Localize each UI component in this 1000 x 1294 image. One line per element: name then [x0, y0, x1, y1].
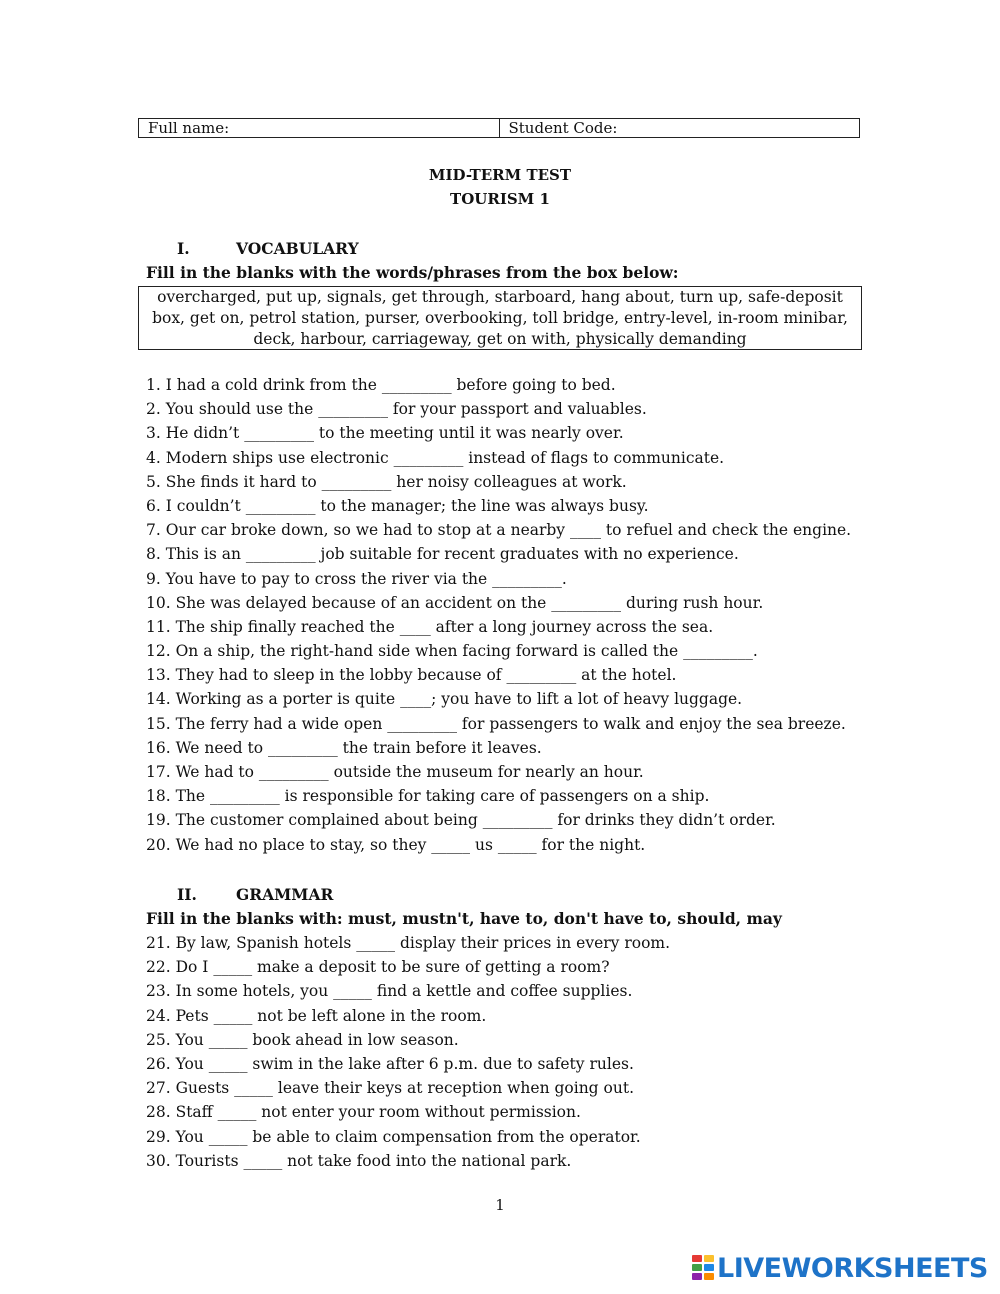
question-item: 15. The ferry had a wide open _________ for passengers to walk and enjoy the sea breeze.	[146, 714, 846, 733]
question-item: 27. Guests _____ leave their keys at reception when going out.	[146, 1079, 634, 1098]
question-item: 22. Do I _____ make a deposit to be sure of getting a room?	[146, 958, 610, 977]
question-item: 29. You _____ be able to claim compensation from the operator.	[146, 1127, 641, 1146]
question-item: 2. You should use the _________ for your passport and valuables.	[146, 400, 647, 419]
question-item: 24. Pets _____ not be left alone in the room.	[146, 1006, 487, 1025]
question-item: 21. By law, Spanish hotels _____ display their prices in every room.	[146, 934, 671, 952]
question-item: 8. This is an _________ job suitable for recent graduates with no experience.	[146, 545, 739, 564]
question-item: 25. You _____ book ahead in low season.	[146, 1030, 459, 1049]
grammar-instruction: Fill in the blanks with: must, mustn't, have to, don't have to, should, may	[146, 909, 782, 928]
logo-tile	[704, 1273, 714, 1280]
question-item: 7. Our car broke down, so we had to stop at a nearby ____ to refuel and check the engine.	[146, 521, 852, 540]
question-item: 1. I had a cold drink from the _________ before going to bed.	[146, 376, 616, 394]
question-item: 30. Tourists _____ not take food into the national park.	[146, 1151, 572, 1170]
question-item: 17. We had to _________ outside the museum for nearly an hour.	[146, 763, 644, 781]
logo-tile	[692, 1273, 702, 1280]
section-number: II.	[177, 885, 197, 904]
word-box: overcharged, put up, signals, get through, starboard, hang about, turn up, safe-deposit box, get on, petrol station, purser, overbooking, toll bridge, entry-level, in-room minibar, deck, harbour, carriageway, get on with, physically demanding	[138, 286, 862, 350]
grammar-question-list	[146, 931, 670, 1173]
question-item: 26. You _____ swim in the lake after 6 p.m. due to safety rules.	[146, 1054, 634, 1073]
question-item: 4. Modern ships use electronic _________ instead of flags to communicate.	[146, 448, 725, 467]
question-item: 18. The _________ is responsible for taking care of passengers on a ship.	[146, 787, 710, 806]
vocabulary-instruction: Fill in the blanks with the words/phrases from the box below:	[146, 263, 679, 282]
logo-tile	[692, 1264, 702, 1271]
question-item: 28. Staff _____ not enter your room without permission.	[146, 1103, 581, 1122]
liveworksheets-brand[interactable]	[692, 1253, 988, 1283]
question-item: 12. On a ship, the right-hand side when facing forward is called the _________.	[146, 642, 758, 661]
test-subtitle: TOURISM 1	[450, 190, 550, 208]
student-info-table	[138, 118, 860, 138]
section-grammar-heading	[177, 885, 333, 904]
section-title: GRAMMAR	[236, 885, 334, 904]
vocabulary-question-list	[146, 373, 851, 857]
question-item: 10. She was delayed because of an accident on the _________ during rush hour.	[146, 593, 764, 612]
brand-name: LIVEWORKSHEETS	[717, 1252, 988, 1284]
section-vocabulary-heading	[177, 239, 359, 258]
page-number: 1	[495, 1196, 505, 1214]
full-name-field[interactable]: Full name:	[148, 119, 230, 137]
question-item: 5. She finds it hard to _________ her noisy colleagues at work.	[146, 472, 627, 491]
question-item: 3. He didn’t _________ to the meeting until it was nearly over.	[146, 424, 624, 443]
logo-tile	[704, 1264, 714, 1271]
test-title: MID-TERM TEST	[428, 166, 572, 184]
student-code-field[interactable]: Student Code:	[499, 119, 860, 137]
question-item: 14. Working as a porter is quite ____; you have to lift a lot of heavy luggage.	[146, 690, 743, 709]
section-title: VOCABULARY	[236, 239, 359, 258]
question-item: 13. They had to sleep in the lobby because of _________ at the hotel.	[146, 666, 677, 685]
question-item: 6. I couldn’t _________ to the manager; the line was always busy.	[146, 496, 649, 515]
logo-tile	[692, 1255, 702, 1262]
question-item: 9. You have to pay to cross the river via the _________.	[146, 569, 567, 588]
question-item: 16. We need to _________ the train before it leaves.	[146, 738, 542, 757]
question-item: 11. The ship finally reached the ____ after a long journey across the sea.	[146, 617, 714, 636]
section-number: I.	[177, 239, 190, 258]
question-item: 20. We had no place to stay, so they _____ us _____ for the night.	[146, 835, 646, 854]
liveworksheets-logo-icon	[692, 1255, 714, 1281]
question-item: 23. In some hotels, you _____ find a kettle and coffee supplies.	[146, 982, 633, 1001]
logo-tile	[704, 1255, 714, 1262]
question-item: 19. The customer complained about being _________ for drinks they didn’t order.	[146, 811, 776, 830]
